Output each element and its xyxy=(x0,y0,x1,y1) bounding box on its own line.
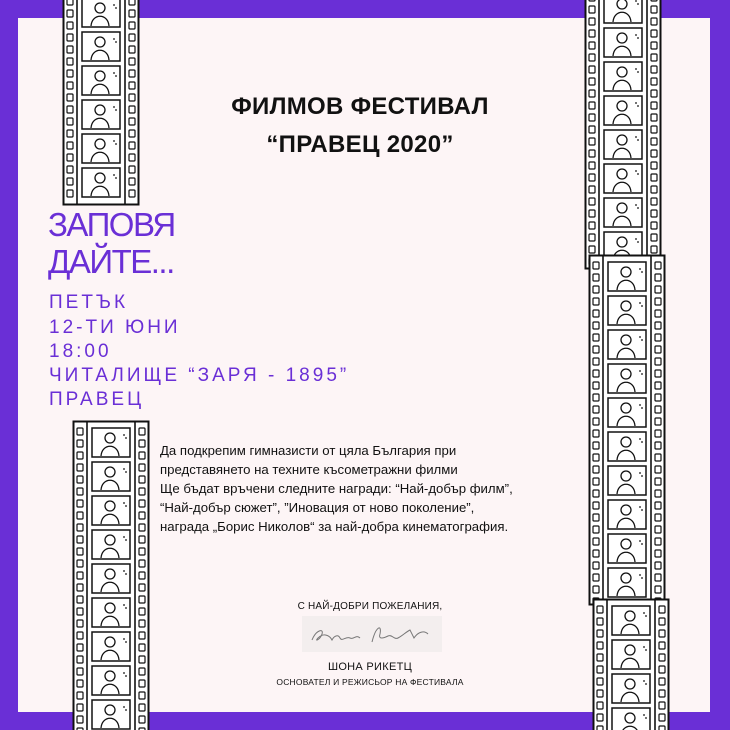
event-date: 12-ТИ ЮНИ xyxy=(49,317,181,338)
description-line-3: Ще бъдат връчени следните награди: “Най-добър филм”, xyxy=(160,481,513,496)
film-strip-icon xyxy=(72,420,150,730)
film-strip-icon xyxy=(584,0,662,270)
festival-title-line-1: ФИЛМОВ ФЕСТИВАЛ xyxy=(231,93,489,120)
film-strip-icon xyxy=(588,254,666,606)
signer-name: ШОНА РИКЕТЦ xyxy=(327,661,413,673)
closing-regards: С НАЙ-ДОБРИ ПОЖЕЛАНИЯ, xyxy=(297,601,443,612)
description-line-4: “Най-добър сюжет”, ”Иновация от ново поколение”, xyxy=(160,500,475,515)
description-line-2: представянето на техните късометражни филми xyxy=(160,462,458,477)
film-strip-icon xyxy=(592,598,670,730)
signature-icon xyxy=(302,616,442,652)
event-venue: ЧИТАЛИЩЕ “ЗАРЯ - 1895” xyxy=(49,365,350,386)
invitation-headline-line-1: ЗАПОВЯ xyxy=(48,206,175,243)
description-line-1: Да подкрепим гимназисти от цяла България при xyxy=(160,443,457,458)
film-strip-icon xyxy=(62,0,140,206)
description-line-5: награда „Борис Николов“ за най-добра кинематография. xyxy=(160,519,509,534)
event-day: ПЕТЪК xyxy=(49,292,129,313)
event-time: 18:00 xyxy=(49,341,112,362)
signer-role: ОСНОВАТЕЛ И РЕЖИСЬОР НА ФЕСТИВАЛА xyxy=(276,677,464,687)
invitation-headline-line-2: ДАЙТЕ... xyxy=(48,243,174,280)
event-town: ПРАВЕЦ xyxy=(49,389,145,410)
festival-title-line-2: “ПРАВЕЦ 2020” xyxy=(266,131,454,158)
